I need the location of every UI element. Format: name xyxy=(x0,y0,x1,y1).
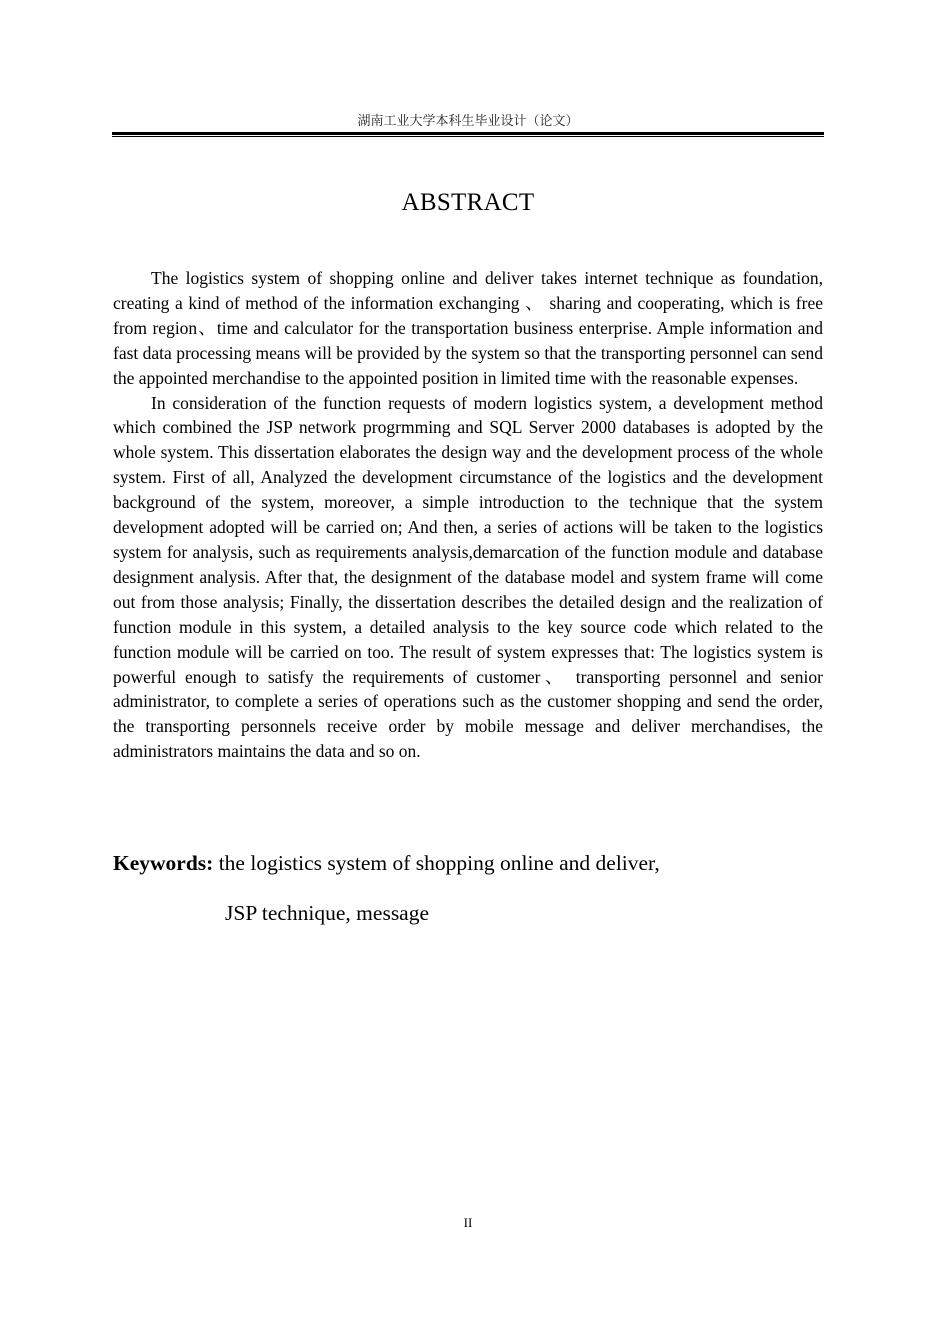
header-rule-thick xyxy=(112,132,824,135)
header-rule-thin xyxy=(112,136,824,137)
running-header: 湖南工业大学本科生毕业设计（论文） xyxy=(357,114,579,129)
keywords-line xyxy=(113,848,823,878)
abstract-body xyxy=(113,266,823,764)
keywords-label: Keywords: xyxy=(113,851,214,875)
keywords-text-2: JSP technique, message xyxy=(225,901,430,925)
abstract-paragraph-1: The logistics system of shopping online and deliver takes internet technique as foundation, creating a kind of method of the information exchanging 、 sharing and cooperating, which is free from region、time and calculator for the transportation business enterprise. Ample information and fast data processing means will be provided by the system so that the transporting personnel can send the appointed merchandise to the appointed position in limited time with the reasonable expenses. xyxy=(113,268,823,388)
abstract-paragraph-2: In consideration of the function requests of modern logistics system, a development method which combined the JSP network progrmming and SQL Server 2000 databases is adopted by the whole system. This dissertation elaborates the design way and the development process of the whole system. First of all, Analyzed the development circumstance of the logistics and the development background of the system, moreover, a simple introduction to the technique that the system development adopted will be carried on; And then, a series of actions will be taken to the logistics system for analysis, such as requirements analysis,demarcation of the function module and database designment analysis. After that, the designment of the database model and system frame will come out from those analysis; Finally, the dissertation describes the detailed design and the realization of function module in this system, a detailed analysis to the key source code which related to the function module will be carried on too. The result of system expresses that: The logistics system is powerful enough to satisfy the requirements of customer、 transporting personnel and senior administrator, to complete a series of operations such as the customer shopping and send the order, the transporting personnels receive order by mobile message and deliver merchandises, the administrators maintains the data and so on. xyxy=(113,392,823,762)
page-number: II xyxy=(463,1215,473,1230)
keywords-text-1: the logistics system of shopping online and deliver, xyxy=(218,851,660,875)
abstract-title: ABSTRACT xyxy=(401,189,535,216)
